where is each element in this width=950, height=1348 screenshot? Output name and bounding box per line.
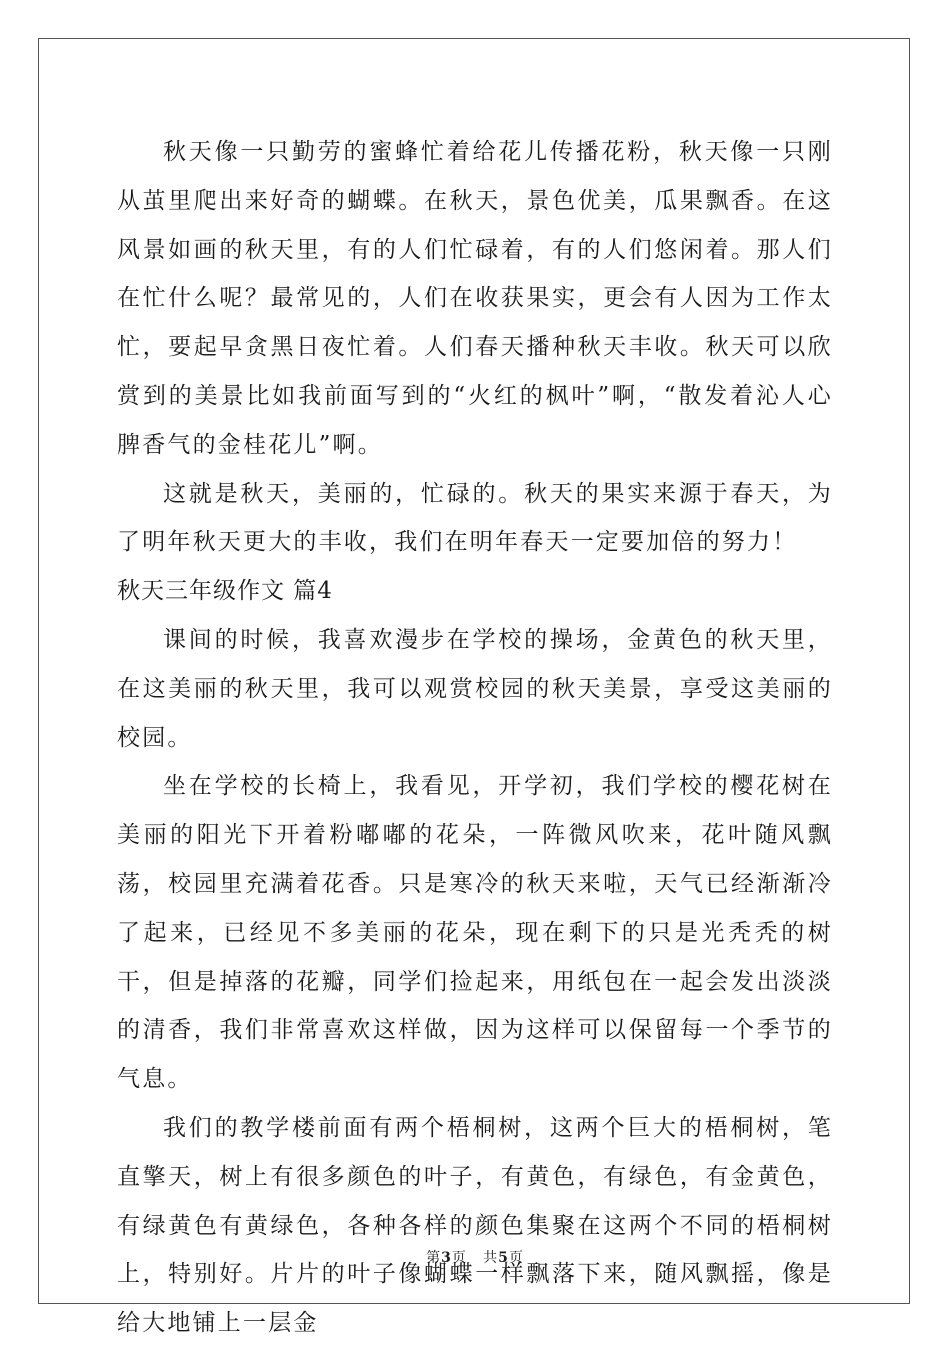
footer-page-suffix: 页 (451, 1250, 467, 1266)
document-body (117, 128, 833, 1348)
footer-current-page: 3 (441, 1250, 452, 1266)
section-heading: 秋天三年级作文 篇4 (117, 578, 333, 605)
footer-total-suffix: 页 (508, 1250, 524, 1266)
paragraph: 课间的时候，我喜欢漫步在学校的操场，金黄色的秋天里，在这美丽的秋天里，我可以观赏校园的秋天美景，享受这美丽的校园。 (117, 626, 833, 751)
page-footer (0, 1247, 950, 1267)
paragraph: 这就是秋天，美丽的，忙碌的。秋天的果实来源于春天，为了明年秋天更大的丰收，我们在明年春天一定要加倍的努力！ (117, 480, 833, 556)
paragraph: 坐在学校的长椅上，我看见，开学初，我们学校的樱花树在美丽的阳光下开着粉嘟嘟的花朵，一阵微风吹来，花叶随风飘荡，校园里充满着花香。只是寒冷的秋天来啦，天气已经渐渐冷了起来，已经见不多美丽的花朵，现在剩下的只是光秃秃的树干，但是掉落的花瓣，同学们捡起来，用纸包在一起会发出淡淡的清香，我们非常喜欢这样做，因为这样可以保留每一个季节的气息。 (117, 773, 833, 1093)
footer-page-prefix: 第 (426, 1250, 442, 1266)
paragraph: 我们的教学楼前面有两个梧桐树，这两个巨大的梧桐树，笔直擎天，树上有很多颜色的叶子，有黄色，有绿色，有金黄色，有绿黄色有黄绿色，各种各样的颜色集聚在这两个不同的梧桐树上，特别好。片片的叶子像蝴蝶一样飘落下来，随风飘摇，像是给大地铺上一层金 (117, 1114, 833, 1337)
footer-total-prefix: 共 (483, 1250, 499, 1266)
paragraph: 秋天像一只勤劳的蜜蜂忙着给花儿传播花粉，秋天像一只刚从茧里爬出来好奇的蝴蝶。在秋天，景色优美，瓜果飘香。在这风景如画的秋天里，有的人们忙碌着，有的人们悠闲着。那人们在忙什么呢？最常见的，人们在收获果实，更会有人因为工作太忙，要起早贪黑日夜忙着。人们春天播种秋天丰收。秋天可以欣赏到的美景比如我前面写到的“火红的枫叶”啊，“散发着沁人心脾香气的金桂花儿”啊。 (117, 139, 833, 458)
footer-total-pages: 5 (498, 1250, 509, 1266)
